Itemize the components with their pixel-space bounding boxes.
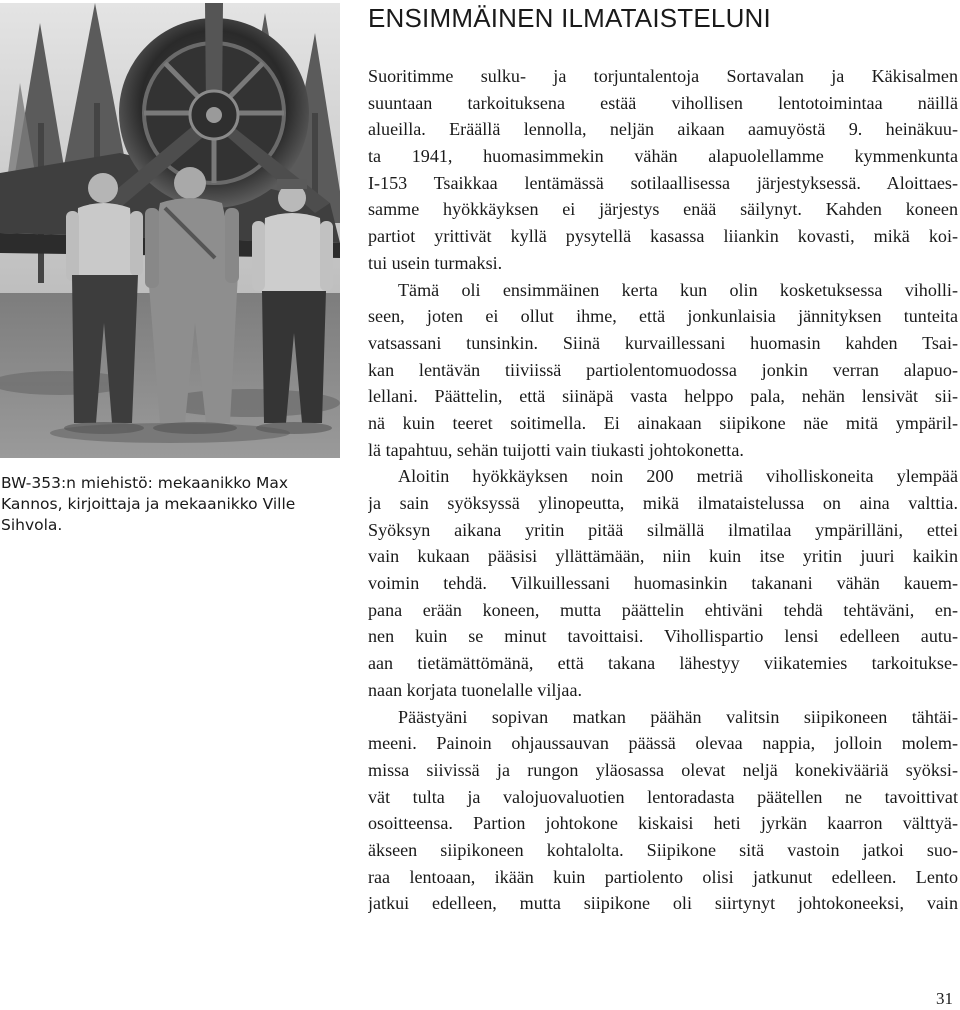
text-line: ja sain syöksyssä ylinopeutta, mikä ilmataistelussa on aina valttia. [368,493,958,513]
text-line: samme hyökkäyksen ei järjestys enää säilynyt. Kahden koneen [368,199,958,220]
text-line: naan korjata tuonelalle viljaa. [368,679,583,700]
text-line: Aloitin hyökkäyksen noin 200 metriä viholliskoneita ylempää [398,466,958,487]
caption-line: BW-353:n miehistö: mekaanikko Max [1,474,289,492]
text-line: I-153 Tsaikkaa lentämässä sotilaallisessa järjestyksessä. Aloittaes- [368,172,958,193]
page-number: 31 [936,989,953,1008]
caption-line: Sihvola. [1,516,63,534]
text-line: osoitteensa. Partion johtokone kiskaisi heti jyrkän kaarron välttyä- [368,813,958,834]
text-line: alueilla. Eräällä lennolla, neljän aikaan aamuyöstä 9. heinäkuu- [368,119,958,140]
text-line: meeni. Painoin ohjaussauvan päässä olevaa nappia, jolloin molem- [368,733,958,754]
text-line: raa lentoaan, ikään kuin partiolento olisi jatkunut edelleen. Lento [368,866,958,887]
caption-line: Kannos, kirjoittaja ja mekaanikko Ville [1,495,296,513]
text-line: vain kukaan pääsisi yllättämään, niin kuin itse yritin juuri kaikin [368,546,958,567]
text-line: lellani. Päättelin, että siinäpä vasta helppo pala, nehän lensivät sii- [368,386,958,407]
text-line: missa siivissä ja rungon yläosassa olevat neljä konekivääriä syöksi- [368,759,958,780]
text-line: pana erään koneen, mutta päättelin ehtiväni tehdä tehtäväni, en- [368,599,958,620]
text-line: ta 1941, huomasimmekin vähän alapuolellamme kymmenkunta [368,146,958,167]
text-line: vatsassani tunsinkin. Siinä kurvaillessani huomasin kahden Tsai- [368,332,958,353]
crew-photo [0,3,340,458]
text-line: nä kuin teeret soitimella. Ei ainakaan siipikone näe mitä ympäril- [368,412,958,433]
text-line: lä tapahtuu, sehän tuijotti vain tiukasti johtokonetta. [368,439,744,460]
text-line: tui usein turmaksi. [368,252,503,273]
text-line: jatkui edelleen, mutta siipikone oli siirtynyt johtokoneeksi, vain [368,893,958,914]
text-line: vät tulta ja valojuovaluotien lentoradasta päätellen ne tavoittivat [368,786,958,807]
text-line: kan lentävän tiiviissä partiolentomuodossa jonkin verran alapuo- [368,359,958,380]
text-line: Suoritimme sulku- ja torjuntalentoja Sortavalan ja Käkisalmen [368,66,958,86]
text-line: partiot yrittivät kyllä pysytellä kasassa liiankin kovasti, mikä koi- [368,226,958,247]
text-line: nen kuin se minut tavoittaisi. Vihollispartio lensi edelleen autu- [368,626,958,647]
body-text [368,63,958,917]
text-line: voimin tehdä. Vilkuillessani huomasinkin takanani vähän kauem- [368,573,958,594]
text-line: Päästyäni sopivan matkan päähän valitsin siipikoneen tähtäi- [398,706,958,727]
text-line: äkseen siipikoneen kohtalolta. Siipikone sitä vastoin jatkoi suo- [368,839,958,860]
text-line: aan tietämättömänä, että takana lähestyy viikatemies tarkoitukse- [368,653,958,674]
chapter-title: ENSIMMÄINEN ILMATAISTELUNI [368,3,771,33]
text-line: seen, joten ei ollut ihme, että jonkunlaisia jännityksen tunteita [368,306,958,327]
photo-caption [1,473,331,536]
photo-icon [0,3,340,458]
text-line: Syöksyn aikana yritin pitää silmällä ilmatilaa ympärilläni, ettei [368,519,958,540]
text-line: Tämä oli ensimmäinen kerta kun olin kosketuksessa viholli- [398,279,958,300]
text-line: suuntaan tarkoituksena estää vihollisen lentotoimintaa näillä [368,92,958,113]
